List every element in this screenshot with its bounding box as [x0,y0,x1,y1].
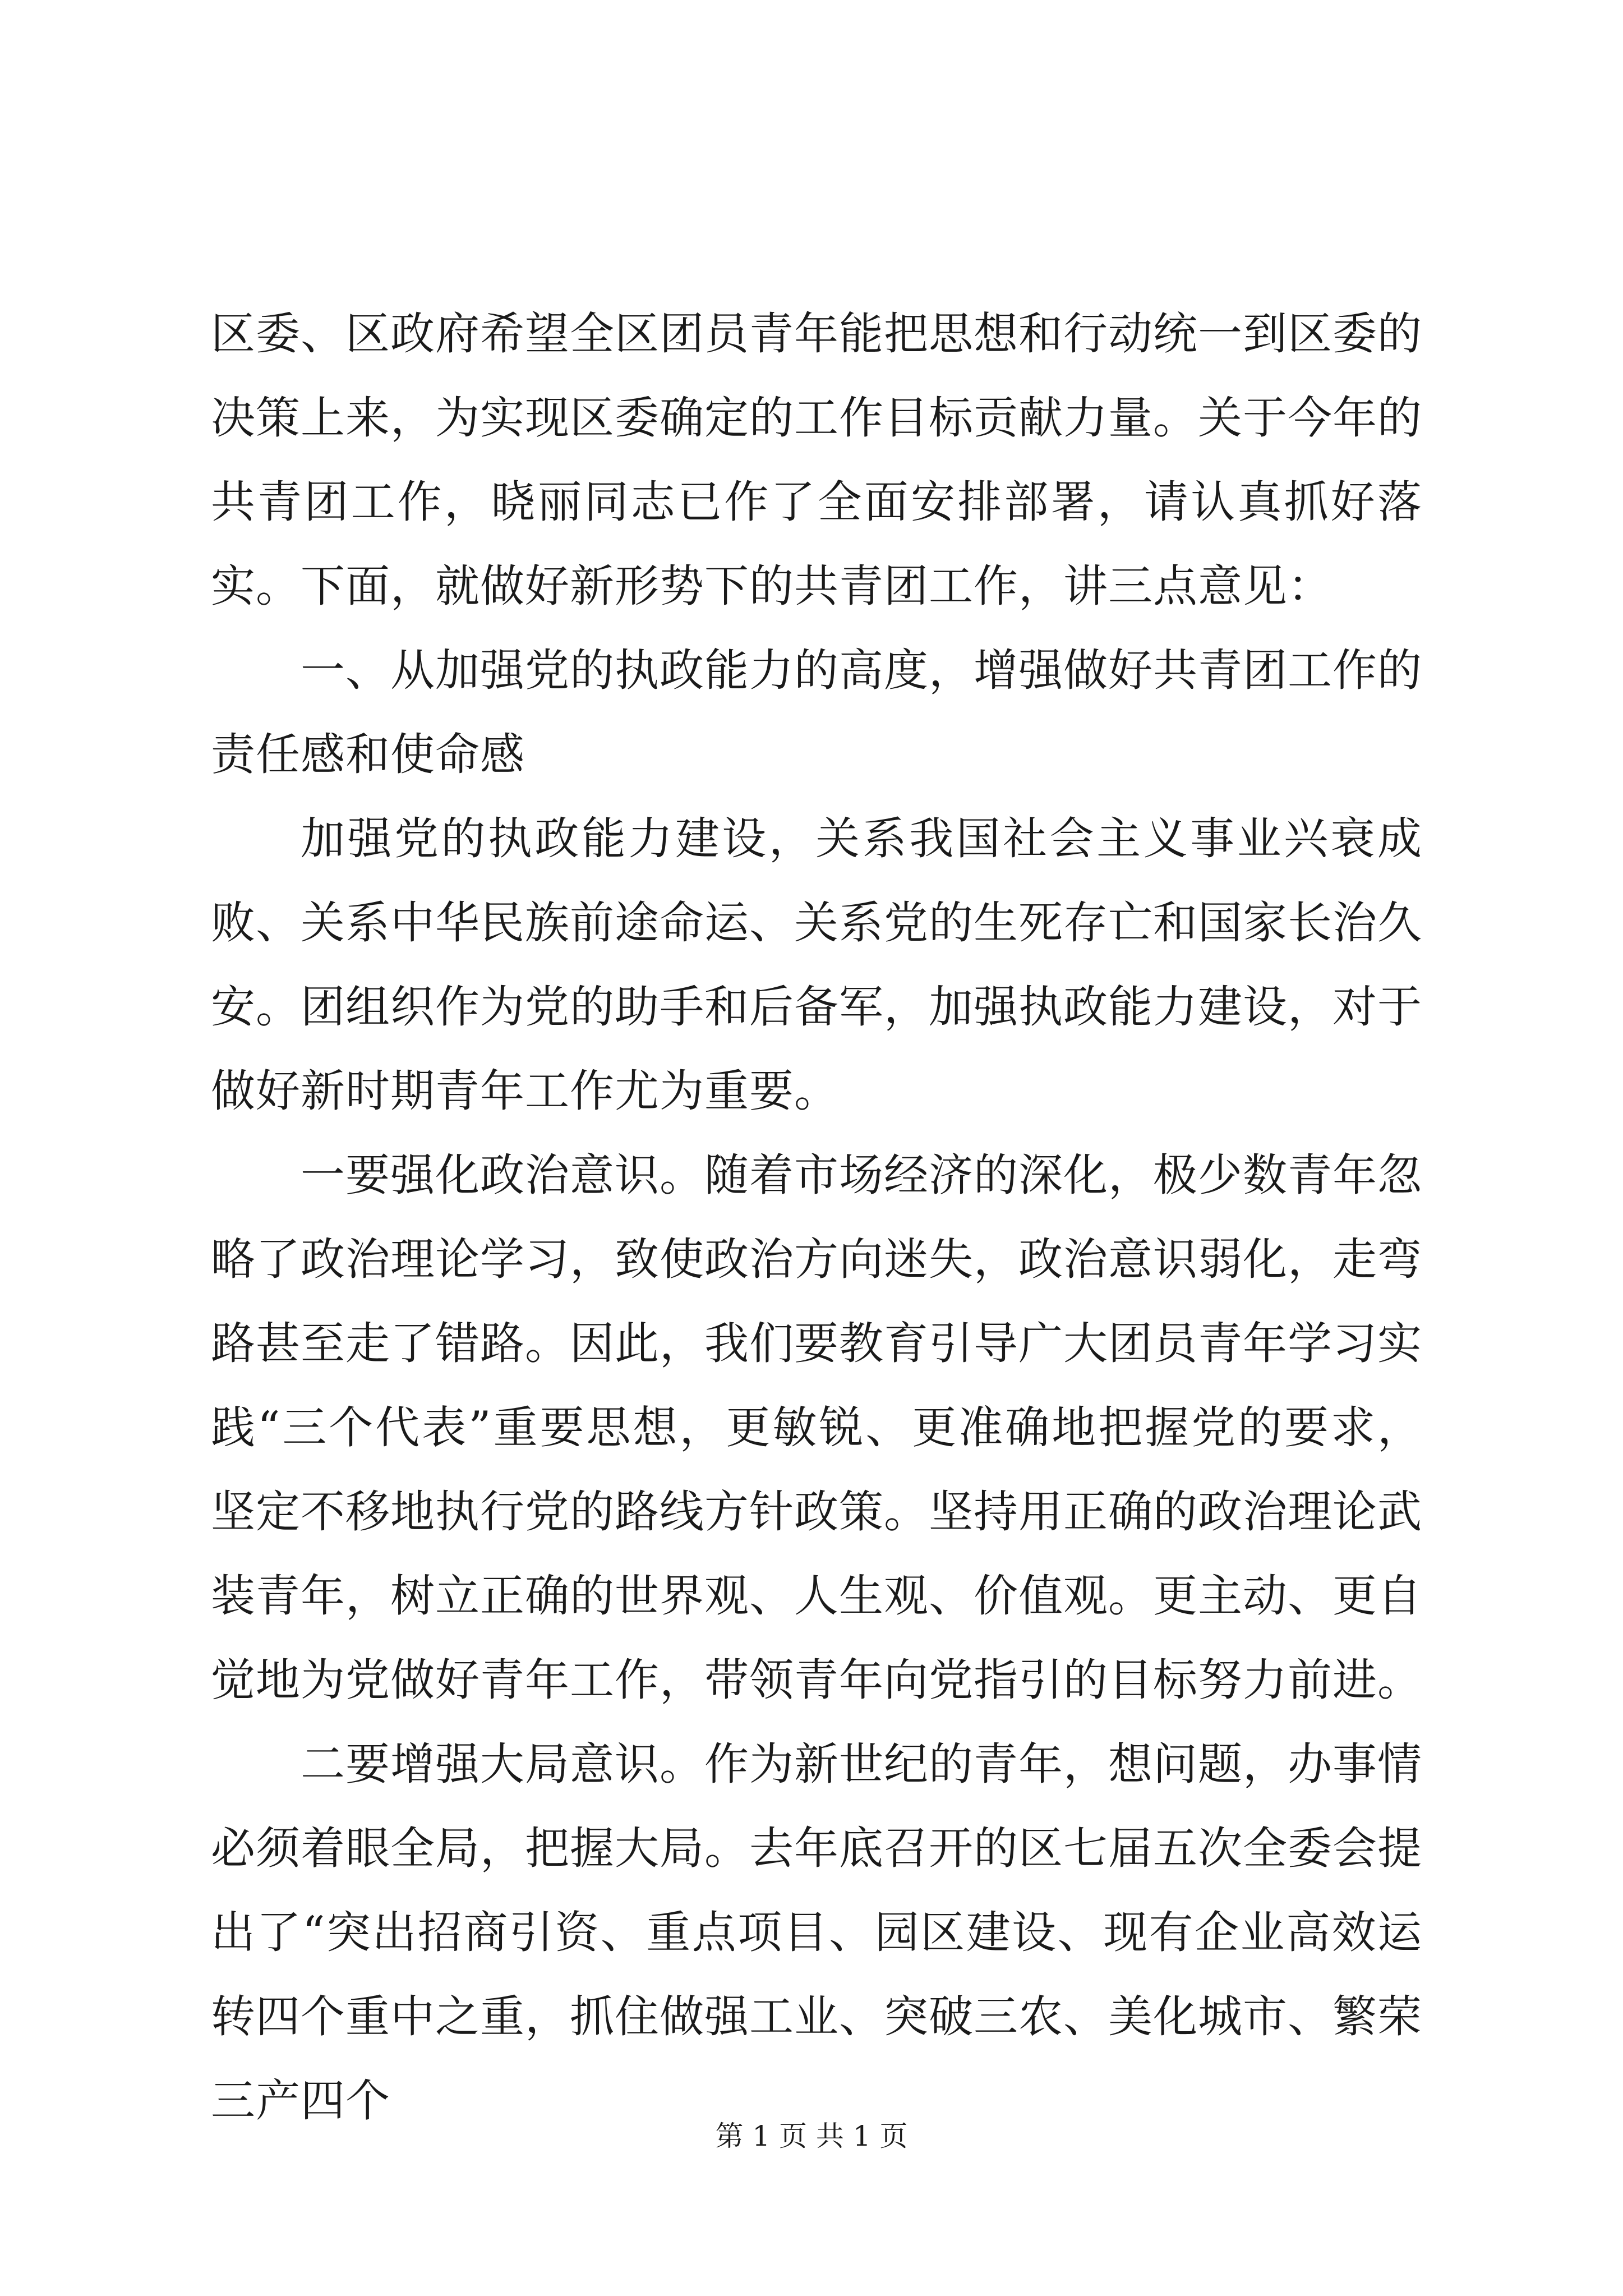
section-heading-one: 一、从加强党的执政能力的高度，增强做好共青团工作的责任感和使命感 [211,645,1422,780]
paragraph-political-awareness: 一要强化政治意识。随着市场经济的深化，极少数青年忽略了政治理论学习，致使政治方向迷失，政治意识弱化，走弯路甚至走了错路。因此，我们要教育引导广大团员青年学习实践“三个代表”重要思想，更敏锐、更准确地把握党的要求，坚定不移地执行党的路线方针政策。坚持用正确的政治理论武装青年，树立正确的世界观、人生观、价值观。更主动、更自觉地为党做好青年工作，带领青年向党指引的目标努力前进。 [211,1149,1422,1706]
paragraph-overall-awareness: 二要增强大局意识。作为新世纪的青年，想问题，办事情必须着眼全局，把握大局。去年底召开的区七届五次全委会提出了“突出招商引资、重点项目、园区建设、现有企业高效运转四个重中之重，抓住做强工业、突破三农、美化城市、繁荣三产四个 [211,1738,1422,2127]
document-body [211,292,1422,2143]
paragraph-governance: 加强党的执政能力建设，关系我国社会主义事业兴衰成败、关系中华民族前途命运、关系党的生死存亡和国家长治久安。团组织作为党的助手和后备军，加强执政能力建设，对于做好新时期青年工作尤为重要。 [211,813,1422,1117]
paragraph-intro: 区委、区政府希望全区团员青年能把思想和行动统一到区委的决策上来，为实现区委确定的工作目标贡献力量。关于今年的共青团工作，晓丽同志已作了全面安排部署，请认真抓好落实。下面，就做好新形势下的共青团工作，讲三点意见： [211,308,1422,612]
page-footer: 第 1 页 共 1 页 [715,2120,908,2152]
